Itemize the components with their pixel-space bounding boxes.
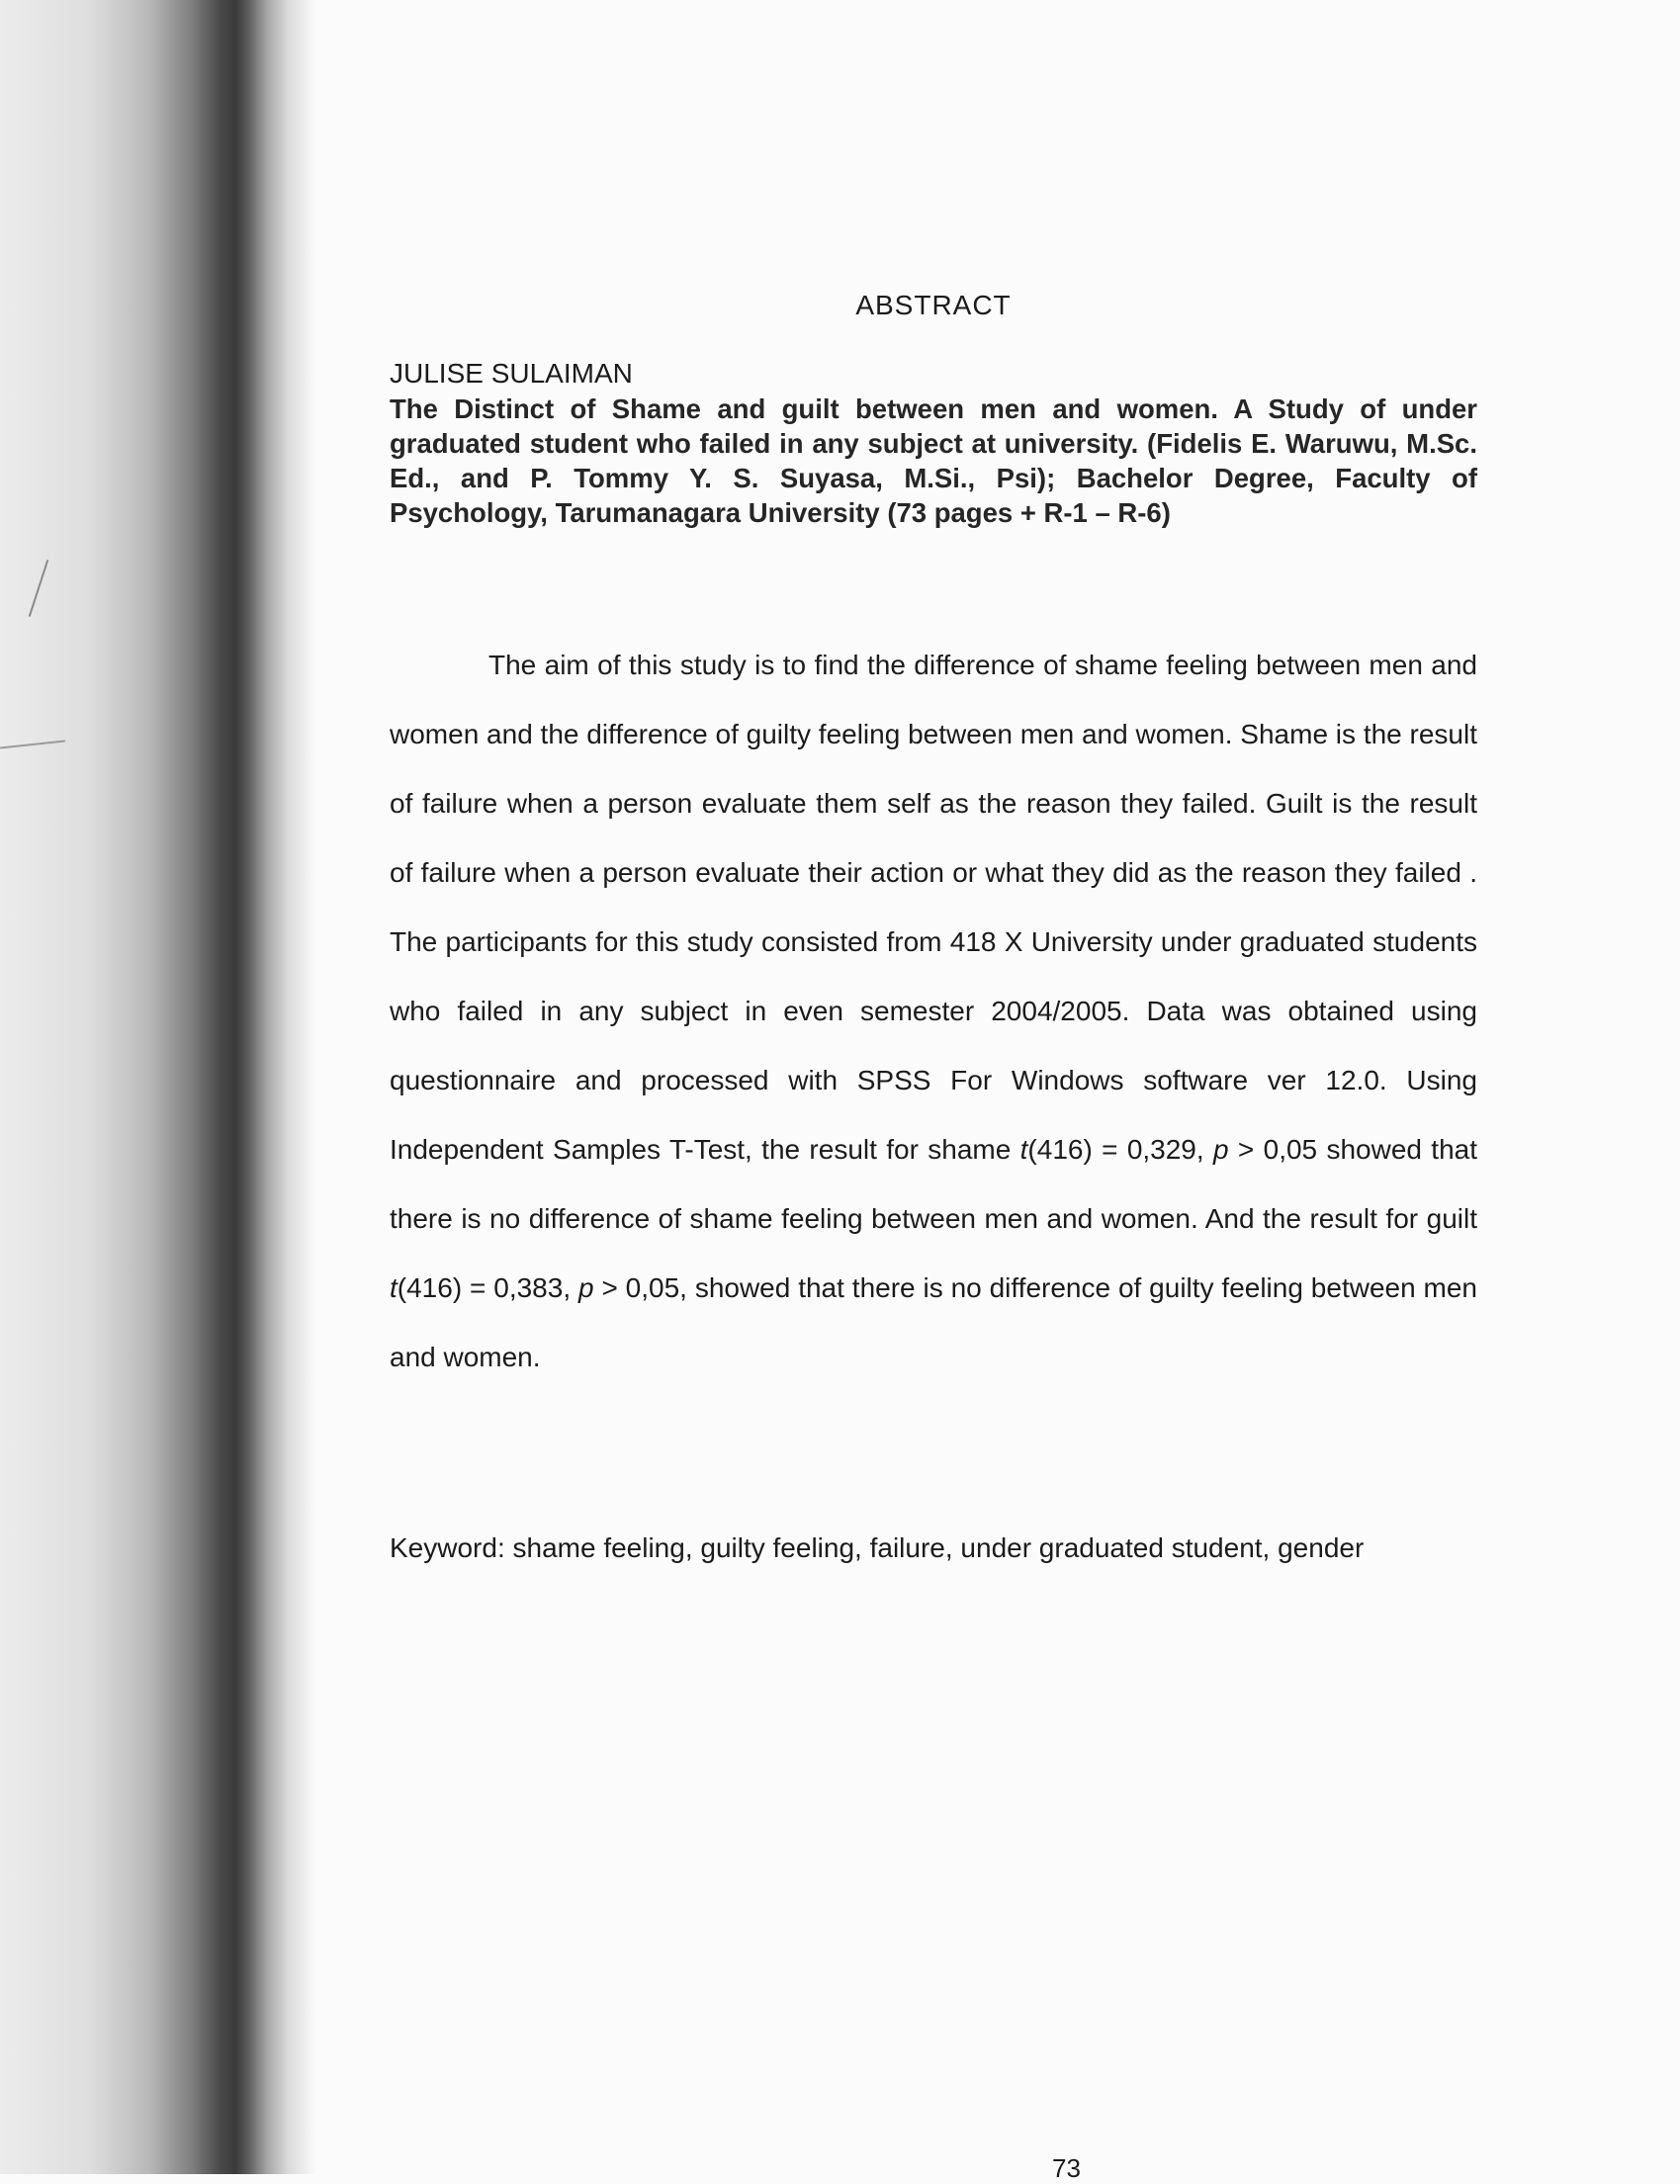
stat-t-symbol: t [1019, 1134, 1028, 1165]
abstract-body [390, 631, 1477, 1392]
stat-p-symbol: p [577, 1272, 594, 1303]
stat-t-symbol: t [390, 1272, 398, 1303]
thesis-title-block: The Distinct of Shame and guilt between men and women. A Study of under graduated student who failed in any subject at university. (Fidelis E. Waruwu, M.Sc. Ed., and P. Tommy Y. S. Suyasa, M.Si., Psi); Bachelor Degree, Faculty of Psychology, Tarumanagara University (73 pages + R-1 – R-6) [390, 393, 1477, 528]
stat-p-symbol: p [1213, 1134, 1229, 1165]
body-text: (416) = 0,383, [397, 1272, 578, 1303]
keywords-line: Keyword: shame feeling, guilty feeling, failure, under graduated student, gender [390, 1532, 1365, 1563]
body-text: > 0,05 showed that there is no difference of shame feeling between men and women. And the result for guilt [390, 1134, 1478, 1234]
scan-binding-shadow [0, 0, 316, 2174]
page-number: 73 [1052, 2153, 1081, 2183]
document-page [390, 0, 1477, 2174]
body-text: The aim of this study is to find the difference of shame feeling between men and women and the difference of guilty feeling between men and women. Shame is the result of failure when a person evaluate them self as the reason they failed. Guilt is the result of failure when a person evaluate their action or what they did as the reason they failed . The participants for this study consisted from 418 X University under graduated students who failed in any subject in even semester 2004/2005. Data was obtained using questionnaire and processed with SPSS For Windows software ver 12.0. Using Independent Samples T-Test, the result for shame [390, 650, 1477, 1165]
body-text: (416) = 0,329, [1027, 1134, 1214, 1165]
body-text: > 0,05, showed that there is no difference of guilty feeling between men and women. [390, 1272, 1478, 1372]
abstract-heading: ABSTRACT [855, 290, 1012, 320]
author-name: JULISE SULAIMAN [390, 358, 633, 389]
